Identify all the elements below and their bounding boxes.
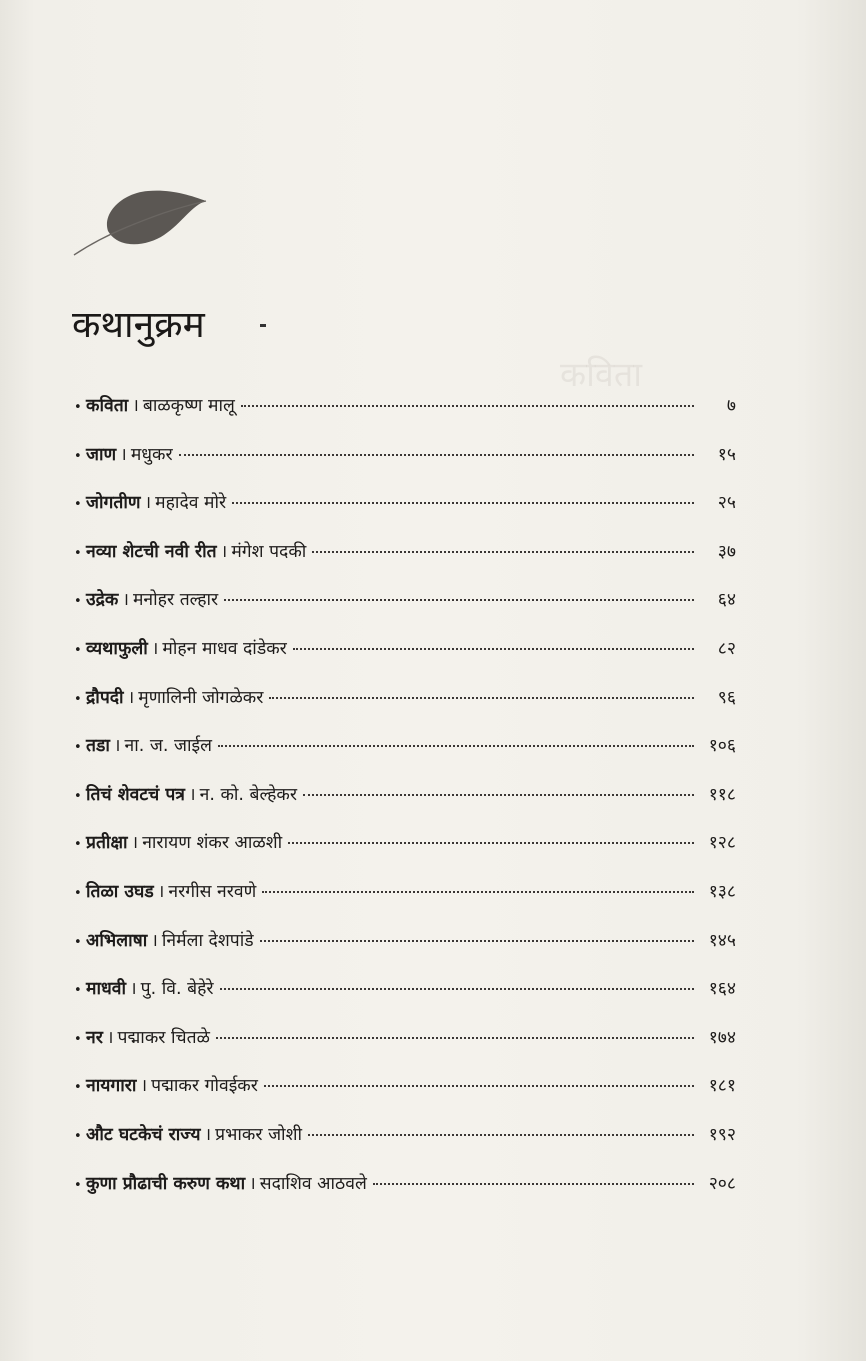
toc-entry[interactable] bbox=[74, 485, 736, 534]
toc-entry[interactable] bbox=[74, 388, 736, 437]
table-of-contents bbox=[74, 388, 736, 1214]
author-name: नरगीस नरवणे bbox=[168, 881, 257, 902]
page-number: ९६ bbox=[717, 687, 736, 708]
author-name: बाळकृष्ण मालू bbox=[142, 396, 235, 416]
separator: । bbox=[204, 1124, 212, 1145]
separator: । bbox=[220, 541, 228, 562]
separator: । bbox=[151, 638, 159, 659]
author-name: मोहन माधव दांडेकर bbox=[162, 638, 287, 659]
separator: । bbox=[113, 736, 121, 757]
page-number: १२८ bbox=[708, 833, 736, 854]
separator: । bbox=[144, 493, 152, 514]
dot-leader bbox=[220, 988, 694, 990]
toc-entry[interactable] bbox=[74, 631, 736, 680]
story-title: द्रौपदी bbox=[86, 687, 124, 708]
toc-entry[interactable] bbox=[74, 874, 736, 923]
toc-entry[interactable] bbox=[74, 1068, 736, 1117]
dot-leader bbox=[308, 1134, 694, 1136]
toc-entry[interactable] bbox=[74, 534, 736, 583]
page-number: ७ bbox=[726, 396, 736, 416]
toc-entry[interactable] bbox=[74, 728, 736, 777]
bullet: • bbox=[74, 1128, 82, 1144]
separator: । bbox=[127, 687, 135, 708]
page-number: २५ bbox=[717, 493, 736, 514]
page-number: १६४ bbox=[708, 979, 736, 1000]
story-title: औट घटकेचं राज्य bbox=[86, 1124, 201, 1145]
author-name: निर्मला देशपांडे bbox=[161, 930, 254, 951]
show-through-text: कविता bbox=[560, 355, 643, 395]
author-name: सदाशिव आठवले bbox=[259, 1173, 367, 1194]
toc-entry[interactable] bbox=[74, 923, 736, 972]
story-title: तिचं शेवटचं पत्र bbox=[86, 784, 185, 805]
dot-leader bbox=[264, 1085, 694, 1087]
page-number: ८२ bbox=[717, 638, 736, 659]
story-title: तिळा उघड bbox=[86, 881, 154, 902]
peepal-leaf-icon bbox=[72, 183, 212, 263]
bullet: • bbox=[74, 1177, 82, 1193]
bullet: • bbox=[74, 983, 82, 999]
page-number: ६४ bbox=[717, 590, 736, 611]
toc-entry[interactable] bbox=[74, 582, 736, 631]
page-number: २०८ bbox=[708, 1173, 736, 1194]
author-name: ना. ज. जाईल bbox=[124, 736, 212, 757]
dot-leader bbox=[293, 648, 694, 650]
bullet: • bbox=[74, 691, 82, 707]
dot-leader bbox=[218, 745, 694, 747]
story-title: कुणा प्रौढाची करुण कथा bbox=[86, 1173, 246, 1194]
toc-entry[interactable] bbox=[74, 1117, 736, 1166]
story-title: प्रतीक्षा bbox=[86, 833, 128, 854]
story-title: उद्रेक bbox=[86, 590, 119, 611]
bullet: • bbox=[74, 448, 82, 464]
toc-entry[interactable] bbox=[74, 1166, 736, 1215]
bullet: • bbox=[74, 1080, 82, 1096]
separator: । bbox=[106, 1027, 114, 1048]
dot-leader bbox=[312, 551, 694, 553]
toc-entry[interactable] bbox=[74, 971, 736, 1020]
story-title: जोगतीण bbox=[86, 493, 141, 514]
author-name: पु. वि. बेहेरे bbox=[140, 979, 214, 1000]
story-title: तडा bbox=[86, 736, 110, 757]
bullet: • bbox=[74, 594, 82, 610]
author-name: मंगेश पदकी bbox=[231, 541, 307, 562]
story-title: नव्या शेटची नवी रीत bbox=[86, 541, 217, 562]
page-number: १८१ bbox=[708, 1076, 736, 1097]
dot-leader bbox=[232, 502, 694, 504]
toc-entry[interactable] bbox=[74, 680, 736, 729]
bullet: • bbox=[74, 740, 82, 756]
page-number: १९२ bbox=[708, 1124, 736, 1145]
dot-leader bbox=[288, 842, 694, 844]
page-number: १४५ bbox=[708, 930, 736, 951]
page-number: १०६ bbox=[708, 736, 736, 757]
separator: । bbox=[122, 590, 129, 611]
separator: । bbox=[120, 444, 127, 465]
bullet: • bbox=[74, 934, 82, 950]
author-name: प्रभाकर जोशी bbox=[215, 1124, 303, 1145]
page-number: ३७ bbox=[717, 541, 736, 562]
bullet: • bbox=[74, 497, 82, 513]
bullet: • bbox=[74, 1031, 82, 1047]
dot-leader bbox=[241, 405, 694, 407]
dot-leader bbox=[373, 1183, 694, 1185]
bullet: • bbox=[74, 400, 82, 415]
bullet: • bbox=[74, 642, 82, 658]
separator: । bbox=[130, 979, 137, 1000]
toc-entry[interactable] bbox=[74, 825, 736, 874]
separator: । bbox=[131, 833, 139, 854]
dot-leader bbox=[260, 940, 694, 942]
bullet: • bbox=[74, 545, 82, 561]
dot-leader bbox=[179, 454, 694, 456]
separator: । bbox=[151, 930, 158, 951]
separator: । bbox=[249, 1173, 256, 1194]
dot-leader bbox=[216, 1037, 694, 1039]
bullet: • bbox=[74, 837, 82, 853]
ink-speck bbox=[260, 324, 266, 327]
toc-entry[interactable] bbox=[74, 1020, 736, 1069]
page-number: ११८ bbox=[708, 784, 736, 805]
page-title: कथानुक्रम bbox=[72, 302, 205, 346]
author-name: मृणालिनी जोगळेकर bbox=[138, 687, 264, 708]
dot-leader bbox=[262, 891, 694, 893]
separator: । bbox=[132, 396, 139, 416]
toc-entry[interactable] bbox=[74, 777, 736, 826]
author-name: मनोहर तल्हार bbox=[132, 590, 219, 611]
author-name: मधुकर bbox=[130, 444, 173, 465]
separator: । bbox=[140, 1076, 148, 1097]
author-name: पद्माकर गोवईकर bbox=[151, 1076, 258, 1097]
dot-leader bbox=[303, 794, 694, 796]
page-number: १३८ bbox=[708, 881, 736, 902]
story-title: अभिलाषा bbox=[86, 930, 148, 951]
separator: । bbox=[188, 784, 196, 805]
story-title: माधवी bbox=[86, 979, 127, 1000]
author-name: नारायण शंकर आळशी bbox=[142, 833, 283, 854]
page-number: १५ bbox=[717, 444, 736, 465]
story-title: नायगारा bbox=[86, 1076, 137, 1097]
author-name: महादेव मोरे bbox=[155, 493, 227, 514]
story-title: व्यथाफुली bbox=[86, 638, 148, 659]
bullet: • bbox=[74, 885, 82, 901]
dot-leader bbox=[269, 697, 694, 699]
page-number: १७४ bbox=[708, 1027, 736, 1048]
bullet: • bbox=[74, 788, 82, 804]
separator: । bbox=[157, 881, 165, 902]
toc-entry[interactable] bbox=[74, 437, 736, 486]
author-name: न. को. बेल्हेकर bbox=[199, 784, 297, 805]
dot-leader bbox=[224, 599, 694, 601]
story-title: जाण bbox=[86, 444, 117, 465]
story-title: नर bbox=[86, 1027, 103, 1048]
story-title: कविता bbox=[86, 396, 129, 416]
author-name: पद्माकर चितळे bbox=[117, 1027, 210, 1048]
